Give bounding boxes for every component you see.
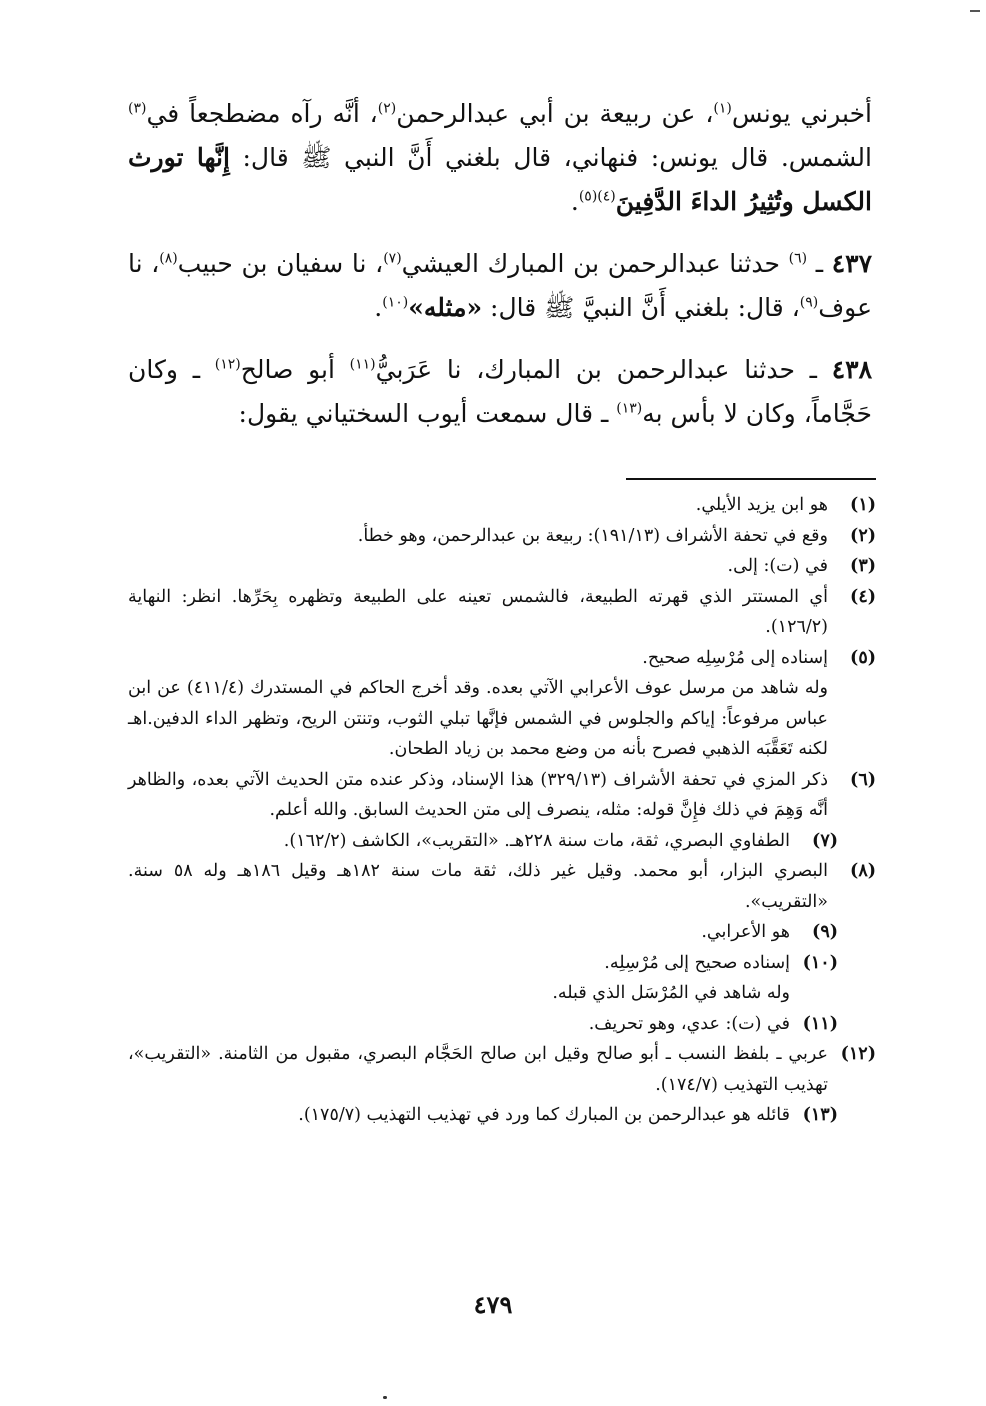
text-run: أبو صالح [240,355,350,384]
footnote-ref[interactable]: (٧) [383,250,402,267]
footnote-ref[interactable]: (٨) [159,250,178,267]
text-run: ، قال: بلغني أَنَّ النبيَّ ﷺ قال: [482,293,800,322]
footnote [128,551,876,582]
footnote-ref[interactable]: (١٠) [382,294,409,311]
scan-speck [383,1396,387,1399]
hadith-text: «مثله» [408,293,483,322]
paragraph-438 [128,348,872,436]
footnote-text: إسناده إلى مُرْسِلِه صحيح. [642,647,828,668]
footnote-text: في (ت): عدي، وهو تحريف. [588,1013,790,1034]
footnote-ref[interactable]: (٢) [377,100,397,117]
text-run: ـ وكان حَجَّاماً، وكان لا بأس به [128,355,872,428]
footnote-ref[interactable]: (٩) [799,294,819,311]
footnote [128,1039,876,1100]
text-run: حدثنا عبدالرحمن بن المبارك العيشي [401,249,789,278]
footnote-marker: (١١) [802,1013,838,1034]
text-run: . [374,293,383,322]
text-run: أخبرني يونس [731,99,872,128]
footnote-text: عربي ـ بلفظ النسب ـ أبو صالح وقيل ابن صالح الحَجَّام البصري، مقبول من الثامنة. «التقريب»، تهذيب التهذيب (١٧٤/٧). [128,1044,828,1095]
footnote [128,582,876,643]
footnote-marker: (١) [850,495,876,515]
text-run: ـ حدثنا عبدالرحمن بن المبارك، نا عَرَبيُّ [375,355,832,384]
footnote-marker: (٩) [812,922,838,942]
footnote-marker: (٢) [850,525,876,546]
paragraph-intro [128,92,872,224]
footnote [128,765,876,826]
footnote [128,521,876,552]
footnote-text: وقع في تحفة الأشراف (١٩١/١٣): ربيعة بن عبدالرحمن، وهو خطأ. [357,525,828,546]
footnote-text: قائله هو عبدالرحمن بن المبارك كما ورد في تهذيب التهذيب (١٧٥/٧). [298,1105,790,1125]
hadith-number: ٤٣٨ [831,355,873,384]
corner-mark [970,10,980,12]
footnote-text: هو ابن يزيد الأيلي. [695,495,828,515]
footnote-marker: (٣) [850,556,876,576]
footnote [128,917,876,948]
footnote-text: أي المستتر الذي قهرته الطبيعة، فالشمس تعينه على الطبيعة وتظهره بِحَرِّها. انظر: النهاية (١٢٦/٢). [128,586,828,637]
footnote [128,1100,876,1131]
footnote-marker: (١٠) [802,952,838,973]
footnote [128,490,876,521]
footnote-text: إسناده صحيح إلى مُرْسِلِه. [604,952,790,973]
footnote-ref[interactable]: (٤)(٥) [578,188,616,205]
footnote-ref[interactable]: (١٣) [616,400,643,417]
footnote [128,826,876,857]
text-run: ، نا عوف [128,249,872,322]
footnote-ref[interactable]: (١١) [349,356,376,373]
text-run: . [570,187,579,216]
footnote-marker: (٨) [850,861,876,881]
footnote-text: الطفاوي البصري، ثقة، مات سنة ٢٢٨هـ. «التقريب»، الكاشف (١٦٢/٢). [283,830,790,851]
footnote-text: وله شاهد في المُرْسَل الذي قبله. [552,983,790,1003]
footnote [128,1009,876,1040]
text-run: ، أنَّه رآه مضطجعاً في [146,99,378,128]
paragraph-437 [128,242,872,330]
footnote-marker: (٦) [850,769,876,790]
text-run: ، عن ربيعة بن أبي عبدالرحمن [396,99,714,128]
footnote-ref[interactable]: (١٢) [214,356,241,373]
footnote-marker: (١٢) [840,1044,876,1064]
hadith-text: إِنَّها تورث الكسل وتُثِيرُ الداءَ الدَّفِينَ [128,143,872,216]
footnote-marker: (٤) [850,586,876,607]
text-run: ـ [807,249,832,278]
main-text [128,92,872,454]
footnote-marker: (٥) [850,647,876,668]
footnote-text: البصري البزار، أبو محمد. وقيل غير ذلك، ثقة مات سنة ١٨٢هـ وقيل ١٨٦هـ وله ٥٨ سنة. «التقريب». [128,861,828,912]
text-run: ، نا سفيان بن حبيب [177,249,384,278]
footnote-marker: (٧) [812,830,838,851]
footnote-separator [626,478,876,480]
footnote-ref[interactable]: (٣) [128,100,147,117]
footnotes [128,490,876,1131]
footnote-text: في (ت): إلى. [727,556,828,576]
footnote-text: ذكر المزي في تحفة الأشراف (٣٢٩/١٣) هذا الإسناد، وذكر عنده متن الحديث الآتي بعده، والظاهر أنَّه وَهِمَ في ذلك فإِنَّ قوله: مثله، ينصرف إلى متن الحديث السابق. والله أعلم. [128,769,828,820]
footnote-marker: (١٣) [802,1105,838,1125]
hadith-number: ٤٣٧ [831,249,873,278]
footnote [128,643,876,765]
footnote [128,948,876,1009]
text-run: ـ قال سمعت أيوب السختياني يقول: [238,399,617,428]
footnote-text: وله شاهد من مرسل عوف الأعرابي الآتي بعده. وقد أخرج الحاكم في المستدرك (٤١١/٤) عن ابن عباس مرفوعاً: إياكم والجلوس في الشمس فإنَّها تبلي الثوب، وتنتن الريح، وتظهر الداء الدفين.اهـ لكنه تَعَقَّبَه الذهبي فصرح بأنه من وضع محمد بن زياد الطحان. [128,678,828,759]
footnote-ref[interactable]: (١) [713,100,732,117]
page-number: ٤٧٩ [473,1290,513,1319]
text-run: الشمس. قال يونس: فنهاني، قال بلغني أَنَّ النبي ﷺ قال: [229,143,872,172]
footnote-ref[interactable]: (٦) [788,250,808,267]
footnote-text: هو الأعرابي. [701,922,790,942]
footnote [128,856,876,917]
